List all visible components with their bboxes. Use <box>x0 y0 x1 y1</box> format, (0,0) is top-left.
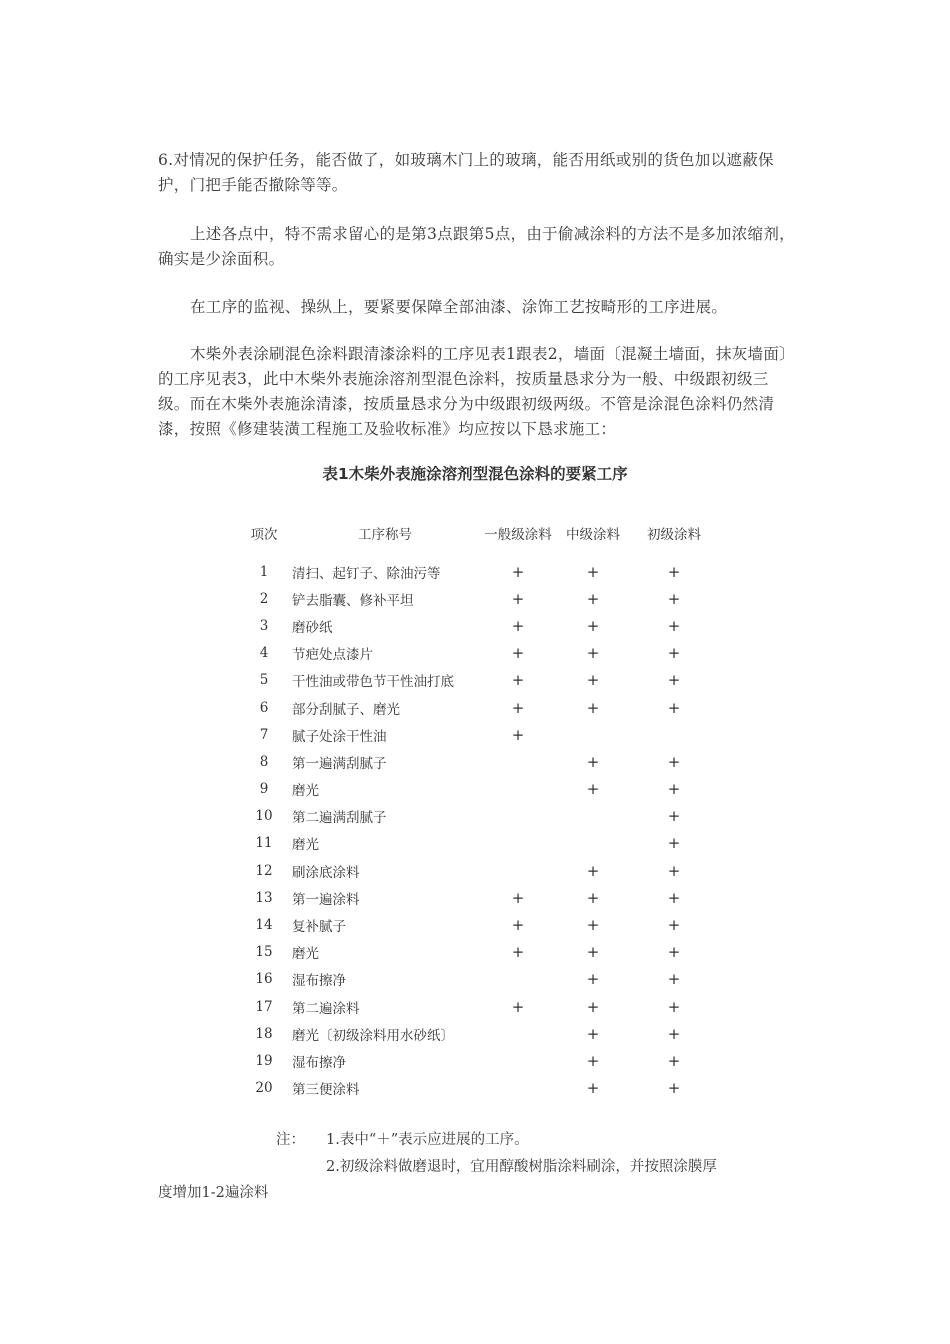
row-ordinary-mark: + <box>511 943 525 962</box>
row-item-no: 17 <box>255 998 273 1015</box>
row-ordinary-mark: + <box>511 589 525 608</box>
row-ordinary-mark <box>482 1075 554 1102</box>
table-row <box>240 748 716 775</box>
row-procedure-name: 清扫、起钉子、除油污等 <box>292 565 441 582</box>
row-procedure-name: 腻子处涂干性油 <box>292 728 387 745</box>
table-row <box>240 830 716 857</box>
row-advanced-mark: + <box>667 916 681 935</box>
table-row <box>240 585 716 612</box>
row-item-no: 3 <box>259 617 269 634</box>
row-medium-mark: + <box>586 562 600 581</box>
note-label: 注： <box>276 1132 305 1148</box>
row-medium-mark: + <box>586 752 600 771</box>
row-procedure-name: 节疤处点漆片 <box>292 647 373 664</box>
row-item-no: 13 <box>255 889 273 906</box>
row-ordinary-mark: + <box>511 644 525 663</box>
row-procedure-name: 部分刮腻子、磨光 <box>292 701 400 718</box>
row-medium-mark: + <box>586 1051 600 1070</box>
note-item-2-line-2: 度增加1-2遍涂料 <box>158 1185 269 1201</box>
row-procedure-name: 复补腻子 <box>292 919 346 936</box>
table-row <box>240 857 716 884</box>
row-item-no: 14 <box>255 917 273 934</box>
row-advanced-mark: + <box>667 644 681 663</box>
row-procedure-name: 第一遍满刮腻子 <box>292 755 387 772</box>
table-row <box>240 1075 716 1102</box>
row-advanced-mark <box>632 721 716 748</box>
row-medium-mark: + <box>586 1079 600 1098</box>
row-medium-mark: + <box>586 1024 600 1043</box>
row-item-no: 19 <box>255 1052 273 1069</box>
table-row <box>240 966 716 993</box>
paragraph-key-points: 上述各点中，特不需求留心的是第3点跟第5点，由于偷减涂料的方法不是多加浓缩剂，确实是少涂面积。 <box>158 225 795 268</box>
table-header-row <box>240 512 716 558</box>
row-item-no: 1 <box>259 563 269 580</box>
row-ordinary-mark: + <box>511 671 525 690</box>
row-advanced-mark: + <box>667 698 681 717</box>
row-advanced-mark: + <box>667 562 681 581</box>
note-item-2-line-1: 2.初级涂料做磨退时，宜用醇酸树脂涂料刷涂，并按照涂膜厚 <box>326 1159 717 1175</box>
row-medium-mark: + <box>586 589 600 608</box>
row-procedure-name: 湿布擦净 <box>292 1054 346 1071</box>
row-procedure-name: 磨光 <box>292 837 319 854</box>
table-row <box>240 803 716 830</box>
table-title: 表1木柴外表施涂溶剂型混色涂料的要紧工序 <box>322 465 628 483</box>
row-item-no: 11 <box>255 835 273 852</box>
row-advanced-mark: + <box>667 1079 681 1098</box>
row-item-no: 10 <box>255 808 273 825</box>
row-ordinary-mark <box>482 1047 554 1074</box>
row-ordinary-mark: + <box>511 888 525 907</box>
row-item-no: 12 <box>255 862 273 879</box>
table-body <box>240 558 716 1102</box>
row-ordinary-mark <box>482 1020 554 1047</box>
row-medium-mark: + <box>586 943 600 962</box>
table-row <box>240 558 716 585</box>
row-medium-mark: + <box>586 861 600 880</box>
row-advanced-mark: + <box>667 997 681 1016</box>
row-procedure-name: 第一遍涂料 <box>292 891 360 908</box>
table-row <box>240 993 716 1020</box>
table-row <box>240 776 716 803</box>
row-medium-mark: + <box>586 997 600 1016</box>
row-item-no: 20 <box>255 1080 273 1097</box>
row-item-no: 9 <box>259 781 269 798</box>
row-advanced-mark: + <box>667 780 681 799</box>
row-medium-mark: + <box>586 644 600 663</box>
table-row <box>240 694 716 721</box>
row-procedure-name: 第二遍满刮腻子 <box>292 810 387 827</box>
table-row <box>240 1020 716 1047</box>
row-item-no: 4 <box>259 645 269 662</box>
row-advanced-mark: + <box>667 943 681 962</box>
row-medium-mark <box>554 830 632 857</box>
row-ordinary-mark: + <box>511 916 525 935</box>
header-procedure-name: 工序称号 <box>358 526 412 543</box>
row-item-no: 18 <box>255 1025 273 1042</box>
table-row <box>240 640 716 667</box>
row-item-no: 16 <box>255 971 273 988</box>
row-procedure-name: 湿布擦净 <box>292 973 346 990</box>
header-ordinary-grade: 一般级涂料 <box>484 526 552 543</box>
table-row <box>240 721 716 748</box>
row-procedure-name: 干性油或带色节干性油打底 <box>292 674 454 691</box>
row-advanced-mark: + <box>667 1024 681 1043</box>
row-advanced-mark: + <box>667 834 681 853</box>
row-ordinary-mark <box>482 748 554 775</box>
row-advanced-mark: + <box>667 589 681 608</box>
row-ordinary-mark <box>482 776 554 803</box>
row-medium-mark: + <box>586 888 600 907</box>
row-ordinary-mark <box>482 830 554 857</box>
row-medium-mark: + <box>586 916 600 935</box>
row-procedure-name: 第二遍涂料 <box>292 1000 360 1017</box>
row-item-no: 2 <box>259 590 269 607</box>
note-item-1: 1.表中“＋”表示应进展的工序。 <box>326 1132 529 1148</box>
row-medium-mark: + <box>586 780 600 799</box>
paragraph-supervision: 在工序的监视、操纵上，要紧要保障全部油漆、涂饰工艺按畸形的工序进展。 <box>190 298 728 316</box>
table-row <box>240 939 716 966</box>
paragraph-procedures: 木柴外表涂刷混色涂料跟清漆涂料的工序见表1跟表2，墙面〔混凝土墙面，抹灰墙面〕的工序见表3，此中木柴外表施涂溶剂型混色涂料，按质量恳求分为一般、中级跟初级三级。而在木柴外表施涂清漆，按质量恳求分为中级跟初级两级。不管是涂混色涂料仍然清漆，按照《修建装潢工程施工及验收标准》均应按以下恳求施工： <box>158 345 795 438</box>
row-medium-mark: + <box>586 970 600 989</box>
table-row <box>240 612 716 639</box>
row-procedure-name: 磨光 <box>292 946 319 963</box>
table-row <box>240 911 716 938</box>
row-ordinary-mark: + <box>511 616 525 635</box>
row-ordinary-mark: + <box>511 725 525 744</box>
row-medium-mark: + <box>586 671 600 690</box>
row-medium-mark <box>554 803 632 830</box>
row-ordinary-mark <box>482 966 554 993</box>
row-procedure-name: 第三便涂料 <box>292 1082 360 1099</box>
row-advanced-mark: + <box>667 616 681 635</box>
row-item-no: 6 <box>259 699 269 716</box>
row-advanced-mark: + <box>667 888 681 907</box>
row-procedure-name: 铲去脂囊、修补平坦 <box>292 592 414 609</box>
row-advanced-mark: + <box>667 1051 681 1070</box>
row-procedure-name: 磨光 <box>292 783 319 800</box>
row-procedure-name: 磨光〔初级涂料用水砂纸〕 <box>292 1027 454 1044</box>
row-item-no: 8 <box>259 753 269 770</box>
header-item-no: 项次 <box>250 526 278 543</box>
row-item-no: 15 <box>255 944 273 961</box>
table-row <box>240 667 716 694</box>
table-row <box>240 1047 716 1074</box>
row-ordinary-mark: + <box>511 997 525 1016</box>
row-ordinary-mark: + <box>511 562 525 581</box>
paragraph-protection: 6.对情况的保护任务，能否做了，如玻璃木门上的玻璃，能否用纸或别的货色加以遮蔽保护，门把手能否撤除等等。 <box>158 151 774 194</box>
procedure-table <box>240 512 716 1102</box>
header-medium-grade: 中级涂料 <box>566 526 620 543</box>
row-advanced-mark: + <box>667 752 681 771</box>
table-row <box>240 884 716 911</box>
row-ordinary-mark <box>482 803 554 830</box>
row-advanced-mark: + <box>667 807 681 826</box>
row-procedure-name: 刷涂底涂料 <box>292 864 360 881</box>
row-ordinary-mark <box>482 857 554 884</box>
header-advanced-grade: 初级涂料 <box>647 526 701 543</box>
row-ordinary-mark: + <box>511 698 525 717</box>
row-advanced-mark: + <box>667 671 681 690</box>
row-medium-mark: + <box>586 698 600 717</box>
row-advanced-mark: + <box>667 861 681 880</box>
row-medium-mark: + <box>586 616 600 635</box>
row-procedure-name: 磨砂纸 <box>292 619 333 636</box>
row-item-no: 5 <box>259 672 269 689</box>
row-medium-mark <box>554 721 632 748</box>
row-advanced-mark: + <box>667 970 681 989</box>
row-item-no: 7 <box>259 726 269 743</box>
